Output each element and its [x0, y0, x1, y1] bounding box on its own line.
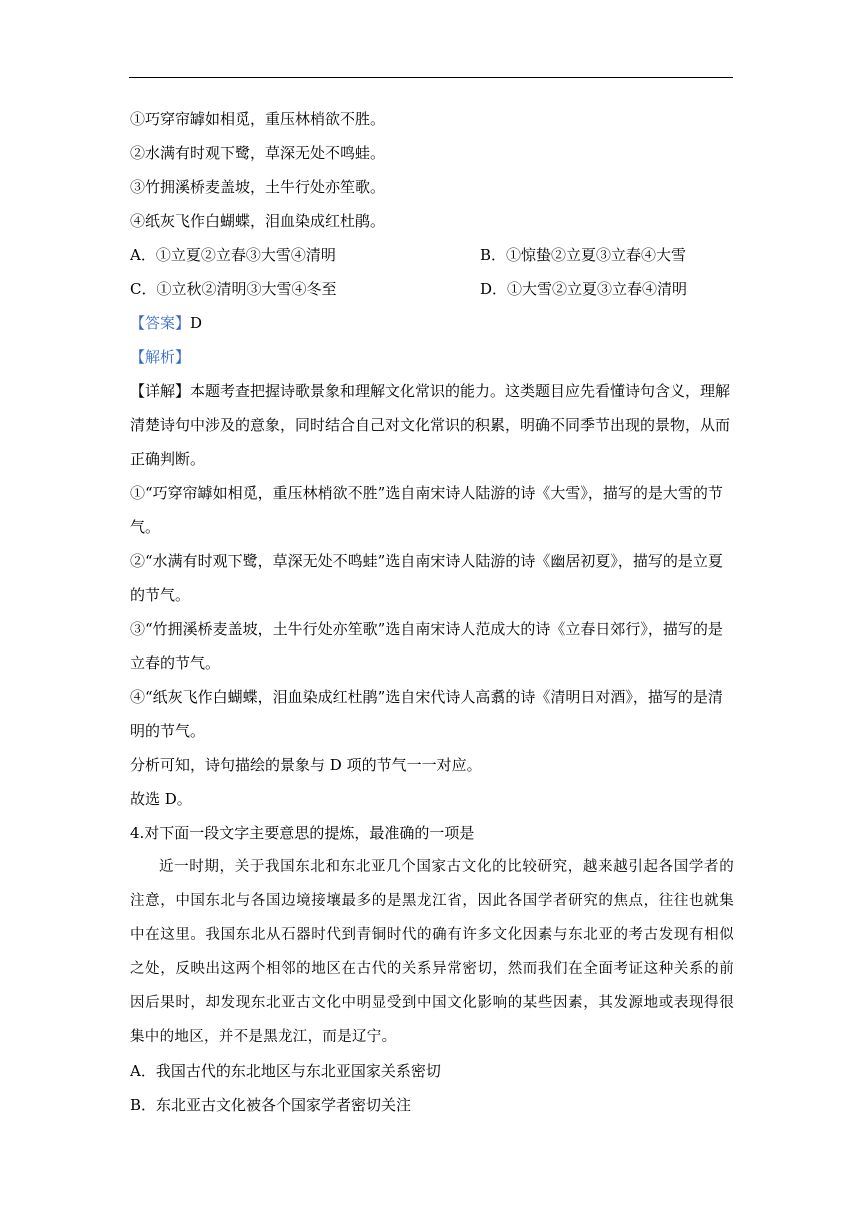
detail-label: 【详解】 [130, 382, 191, 400]
answer-value: D [190, 314, 203, 332]
document-content [130, 106, 734, 1122]
detail-paragraph [130, 374, 734, 476]
explanation-1: ①“巧穿帘罅如相觅，重压林梢欲不胜”选自南宋诗人陆游的诗《大雪》，描写的是大雪的节气。 [130, 484, 723, 536]
choice-text: 故选 D。 [130, 790, 192, 808]
option-a: A．①立夏②立春③大雪④清明 [130, 246, 336, 264]
poem-line-1: ①巧穿帘罅如相觅，重压林梢欲不胜。 [130, 110, 386, 128]
analysis-line [130, 344, 734, 378]
question-4-option-a: A．我国古代的东北地区与东北亚国家关系密切 [130, 1062, 441, 1080]
detail-text: 本题考查把握诗歌景象和理解文化常识的能力。这类题目应先看懂诗句含义，理解清楚诗句中涉及的意象，同时结合自己对文化常识的积累，明确不同季节出现的景物，从而正确判断。 [130, 382, 731, 468]
answer-line [130, 310, 734, 344]
option-c: C．①立秋②清明③大雪④冬至 [130, 280, 337, 298]
poem-line-4: ④纸灰飞作白蝴蝶，泪血染成红杜鹃。 [130, 212, 386, 230]
explanation-3: ③“竹拥溪桥麦盖坡，土牛行处亦笙歌”选自南宋诗人范成大的诗《立春日郊行》，描写的是立春的节气。 [130, 620, 723, 672]
answer-label: 【答案】 [130, 314, 191, 332]
poem-line-2: ②水满有时观下鹭，草深无处不鸣蛙。 [130, 144, 386, 162]
options-row-2 [130, 276, 734, 310]
header-rule [129, 77, 733, 78]
explanation-2: ②“水满有时观下鹭，草深无处不鸣蛙”选自南宋诗人陆游的诗《幽居初夏》，描写的是立夏的节气。 [130, 552, 723, 604]
question-4-option-b: B．东北亚古文化被各个国家学者密切关注 [130, 1096, 412, 1114]
explanation-4: ④“纸灰飞作白蝴蝶，泪血染成红杜鹃”选自宋代诗人高翥的诗《清明日对酒》，描写的是清明的节气。 [130, 688, 723, 740]
option-b: B．①惊蛰②立夏③立春④大雪 [480, 246, 687, 264]
poem-line-3: ③竹拥溪桥麦盖坡，土牛行处亦笙歌。 [130, 178, 386, 196]
analysis-label: 【解析】 [130, 348, 191, 366]
question-4-passage: 近一时期，关于我国东北和东北亚几个国家古文化的比较研究，越来越引起各国学者的注意，中国东北与各国边境接壤最多的是黑龙江省，因此各国学者研究的焦点，往往也就集中在这里。我国东北从石器时代到青铜时代的确有许多文化因素与东北亚的考古发现有相似之处，反映出这两个相邻的地区在古代的关系异常密切，然而我们在全面考证这种关系的前因后果时，却发现东北亚古文化中明显受到中国文化影响的某些因素，其发源地或表现得很集中的地区，并不是黑龙江，而是辽宁。 [130, 859, 734, 1045]
option-d: D．①大雪②立夏③立春④清明 [480, 280, 688, 298]
question-4-title: 4.对下面一段文字主要意思的提炼，最准确的一项是 [130, 824, 475, 842]
conclusion-text: 分析可知，诗句描绘的景象与 D 项的节气一一对应。 [130, 756, 482, 774]
options-row-1 [130, 242, 734, 276]
